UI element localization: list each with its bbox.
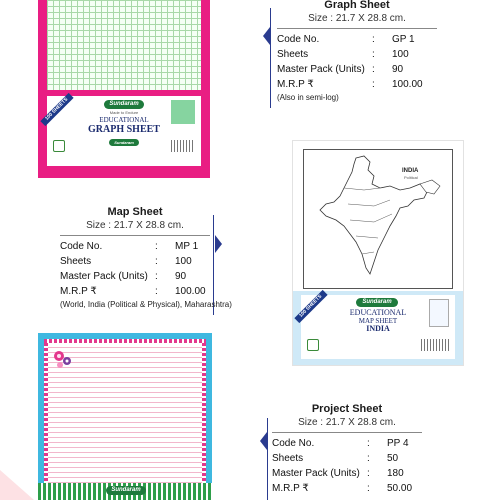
map-sheet-note: (World, India (Political & Physical), Maharashtra) (60, 300, 232, 309)
spec-row-master-pack: Master Pack (Units) : 180 (272, 468, 404, 479)
spec-row-code: Code No. : PP 4 (272, 438, 409, 449)
map-label-india: INDIA (402, 168, 419, 174)
graph-color-swatch (171, 100, 195, 124)
spec-row-mrp: M.R.P ₹ : 100.00 (277, 79, 423, 90)
map-thumbnail-icon (429, 299, 449, 327)
project-sheet-title: Project Sheet (311, 403, 383, 415)
india-map-outline (304, 150, 452, 288)
spec-row-sheets: Sheets : 50 (272, 453, 399, 464)
tree-logo-icon (307, 339, 319, 351)
pink-left-border (44, 343, 48, 495)
spec-row-sheets: Sheets : 100 (60, 256, 192, 267)
flower-decoration-icon (52, 349, 74, 371)
sheet-count-badge: 100 SHEETS (40, 93, 73, 126)
divider-rule (60, 235, 210, 236)
graph-paper-grid (47, 0, 201, 90)
pointer-arrow-icon (260, 432, 267, 450)
graph-sheet-title: Graph Sheet (324, 0, 390, 11)
spec-row-mrp: M.R.P ₹ : 100.00 (60, 286, 206, 297)
graph-sheet-product-image (38, 0, 210, 178)
spec-row-master-pack: Master Pack (Units) : 90 (60, 271, 187, 282)
pink-top-border (44, 339, 206, 343)
barcode-icon (171, 140, 195, 152)
cover-line-map-sheet: MAP SHEET (358, 317, 398, 325)
brand-tagline: Made to Endure (109, 110, 139, 115)
spec-row-mrp: M.R.P ₹ : 50.00 (272, 483, 413, 494)
graph-sheet-details (277, 0, 437, 102)
corner-decoration (0, 470, 34, 500)
brand-logo: Sundaram (106, 486, 146, 495)
graph-sheet-cover (44, 96, 201, 166)
map-sheet-size: Size : 21.7 X 28.8 cm. (86, 220, 184, 231)
map-sheet-product-image (292, 140, 464, 366)
graph-sheet-note: (Also in semi-log) (277, 93, 339, 102)
divider-line (267, 418, 268, 500)
cover-line-educational: EDUCATIONAL (99, 116, 149, 124)
india-map-sheet (303, 149, 453, 289)
brand-logo: Sundaram (356, 298, 398, 307)
tree-logo-icon (53, 140, 65, 152)
map-sub-label: Political (404, 175, 418, 180)
map-sheet-title: Map Sheet (107, 206, 163, 218)
pink-right-border (202, 343, 206, 495)
spec-row-code: Code No. : MP 1 (60, 241, 199, 252)
brand-logo-small: Sundaram (109, 139, 139, 146)
divider-rule (272, 432, 422, 433)
pointer-arrow-icon (263, 27, 270, 45)
divider-line (270, 8, 271, 108)
project-sheet-details (272, 403, 437, 496)
brand-logo: Sundaram (104, 100, 144, 109)
cover-line-educational: EDUCATIONAL (349, 308, 407, 317)
spec-row-code: Code No. : GP 1 (277, 34, 415, 45)
cover-line-india: INDIA (366, 324, 390, 333)
project-sheet-product-image (38, 333, 212, 500)
spec-row-master-pack: Master Pack (Units) : 90 (277, 64, 404, 75)
spec-row-sheets: Sheets : 100 (277, 49, 409, 60)
map-sheet-details (60, 206, 245, 309)
cover-line-graph-sheet: GRAPH SHEET (88, 124, 160, 135)
sheet-count-badge: 100 SHEETS (294, 290, 327, 323)
map-sheet-cover (298, 293, 455, 359)
project-sheet-size: Size : 21.7 X 28.8 cm. (298, 417, 396, 428)
divider-rule (277, 28, 437, 29)
graph-sheet-size: Size : 21.7 X 28.8 cm. (308, 13, 406, 24)
barcode-icon (421, 339, 449, 351)
